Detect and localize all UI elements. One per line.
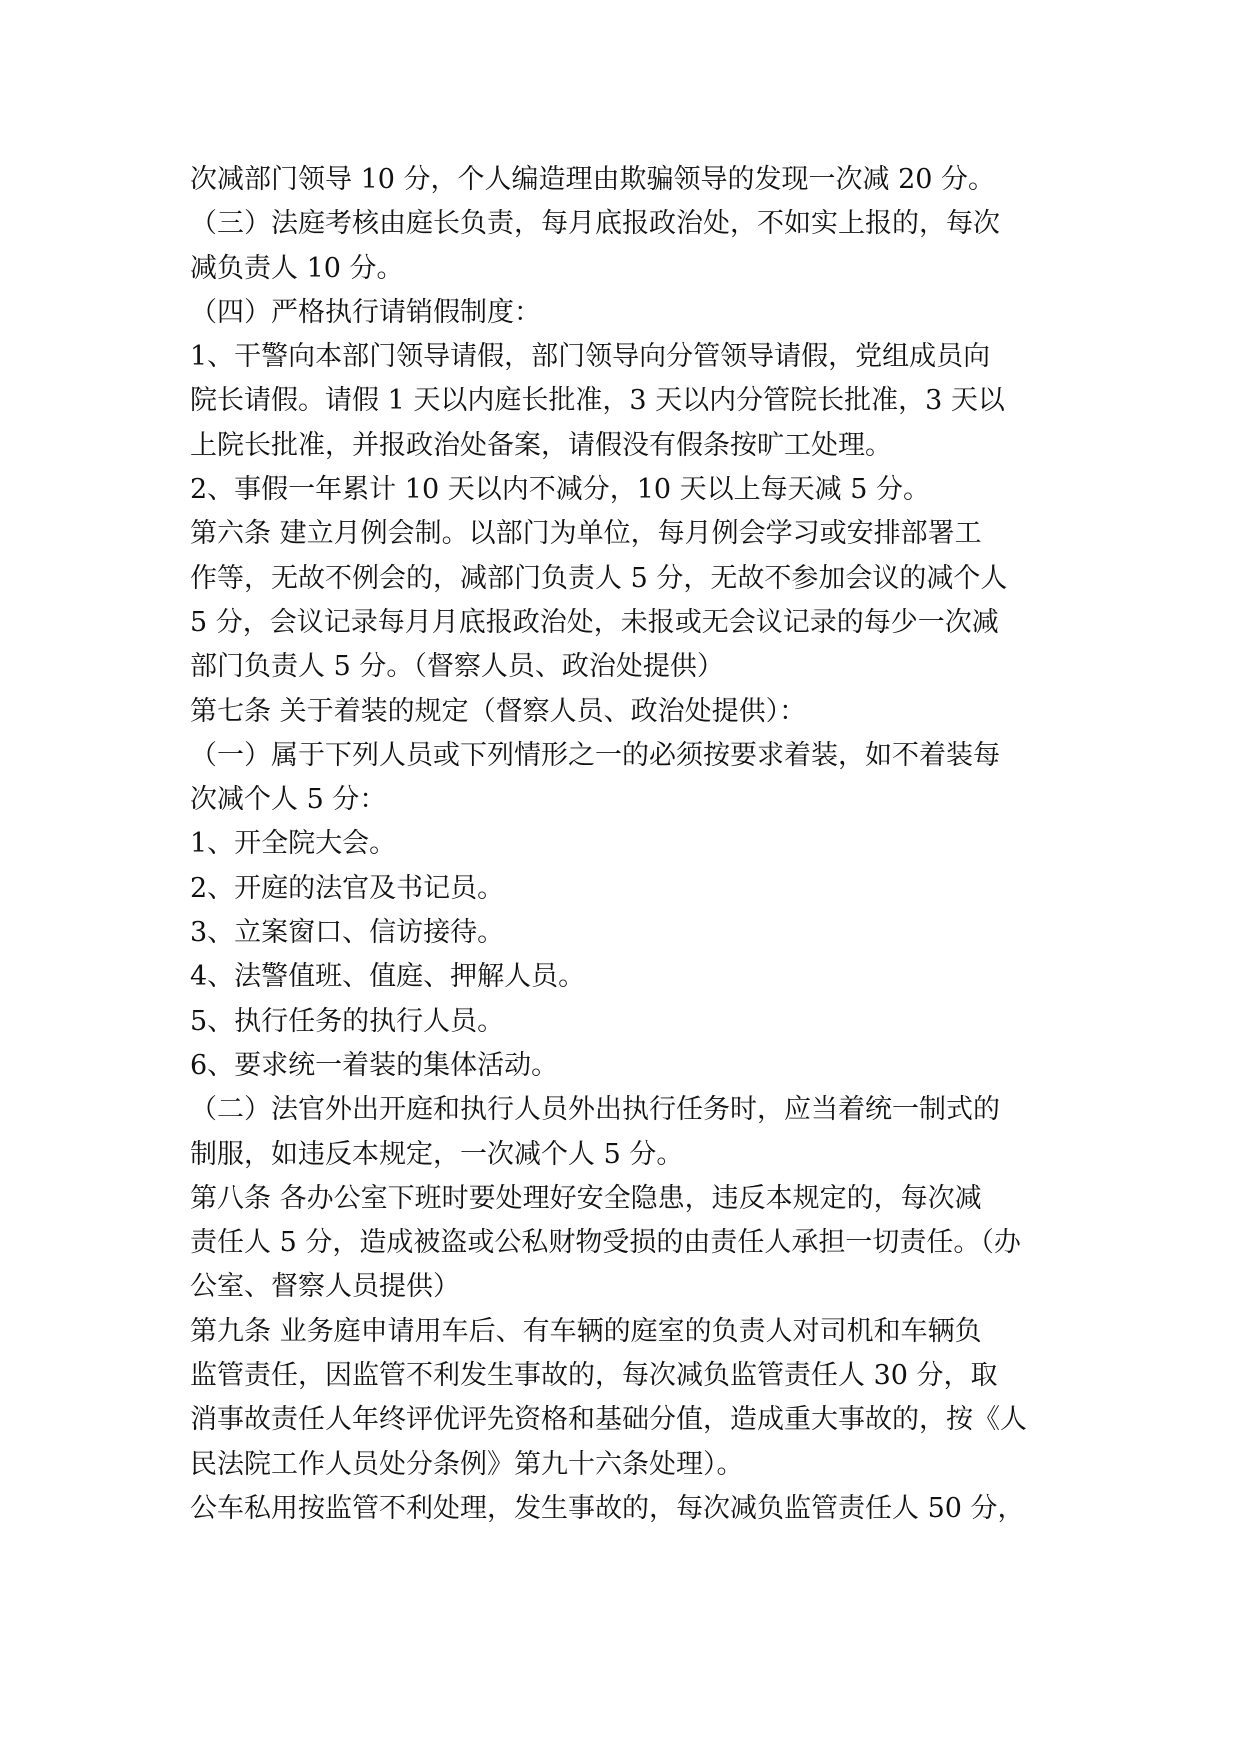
- text-line: 2、事假一年累计 10 天以内不减分，10 天以上每天减 5 分。: [190, 474, 930, 506]
- text-line: 作等，无故不例会的，减部门负责人 5 分，无故不参加会议的减个人: [190, 562, 1008, 594]
- text-line: 1、开全院大会。: [190, 828, 397, 860]
- text-line: 第七条 关于着装的规定（督察人员、政治处提供）：: [190, 695, 807, 727]
- text-line: 次减部门领导 10 分，个人编造理由欺骗领导的发现一次减 20 分。: [190, 164, 996, 195]
- text-line: 4、法警值班、值庭、押解人员。: [190, 961, 586, 993]
- text-line: 消事故责任人年终评优评先资格和基础分值，造成重大事故的，按《人: [190, 1404, 1027, 1436]
- text-line: 监管责任，因监管不利发生事故的，每次减负监管责任人 30 分，取: [190, 1360, 998, 1392]
- text-line: 5、执行任务的执行人员。: [190, 1005, 505, 1037]
- text-line: 次减个人 5 分：: [190, 784, 387, 816]
- text-line: 第八条 各办公室下班时要处理好安全隐患，违反本规定的，每次减: [190, 1182, 982, 1214]
- document-body: [190, 158, 1060, 1531]
- text-line: 第九条 业务庭申请用车后、有车辆的庭室的负责人对司机和车辆负: [190, 1315, 982, 1347]
- text-line: 民法院工作人员处分条例》第九十六条处理）。: [190, 1448, 744, 1480]
- text-line: 责任人 5 分，造成被盗或公私财物受损的由责任人承担一切责任。（办: [190, 1227, 1021, 1259]
- text-line: 减负责人 10 分。: [190, 252, 404, 284]
- text-line: 公车私用按监管不利处理，发生事故的，每次减负监管责任人 50 分，: [190, 1492, 1025, 1524]
- text-line: 部门负责人 5 分。（督察人员、政治处提供）: [190, 651, 724, 683]
- text-line: 第六条 建立月例会制。以部门为单位，每月例会学习或安排部署工: [190, 518, 982, 550]
- text-line: 公室、督察人员提供）: [190, 1271, 460, 1303]
- text-line: （四）严格执行请销假制度：: [190, 296, 541, 328]
- text-line: （一）属于下列人员或下列情形之一的必须按要求着装，如不着装每: [190, 739, 1000, 771]
- text-line: （二）法官外出开庭和执行人员外出执行任务时，应当着统一制式的: [190, 1094, 1000, 1126]
- text-line: 2、开庭的法官及书记员。: [190, 872, 505, 904]
- text-line: 制服，如违反本规定，一次减个人 5 分。: [190, 1138, 684, 1170]
- text-line: 1、干警向本部门领导请假，部门领导向分管领导请假，党组成员向: [190, 341, 991, 373]
- text-line: 上院长批准，并报政治处备案，请假没有假条按旷工处理。: [190, 429, 892, 461]
- text-line: 6、要求统一着装的集体活动。: [190, 1049, 559, 1081]
- text-line: （三）法庭考核由庭长负责，每月底报政治处，不如实上报的，每次: [190, 208, 1000, 240]
- text-line: 3、立案窗口、信访接待。: [190, 917, 505, 949]
- text-line: 5 分，会议记录每月月底报政治处，未报或无会议记录的每少一次减: [190, 606, 999, 638]
- text-line: 院长请假。请假 1 天以内庭长批准，3 天以内分管院长批准，3 天以: [190, 385, 1005, 417]
